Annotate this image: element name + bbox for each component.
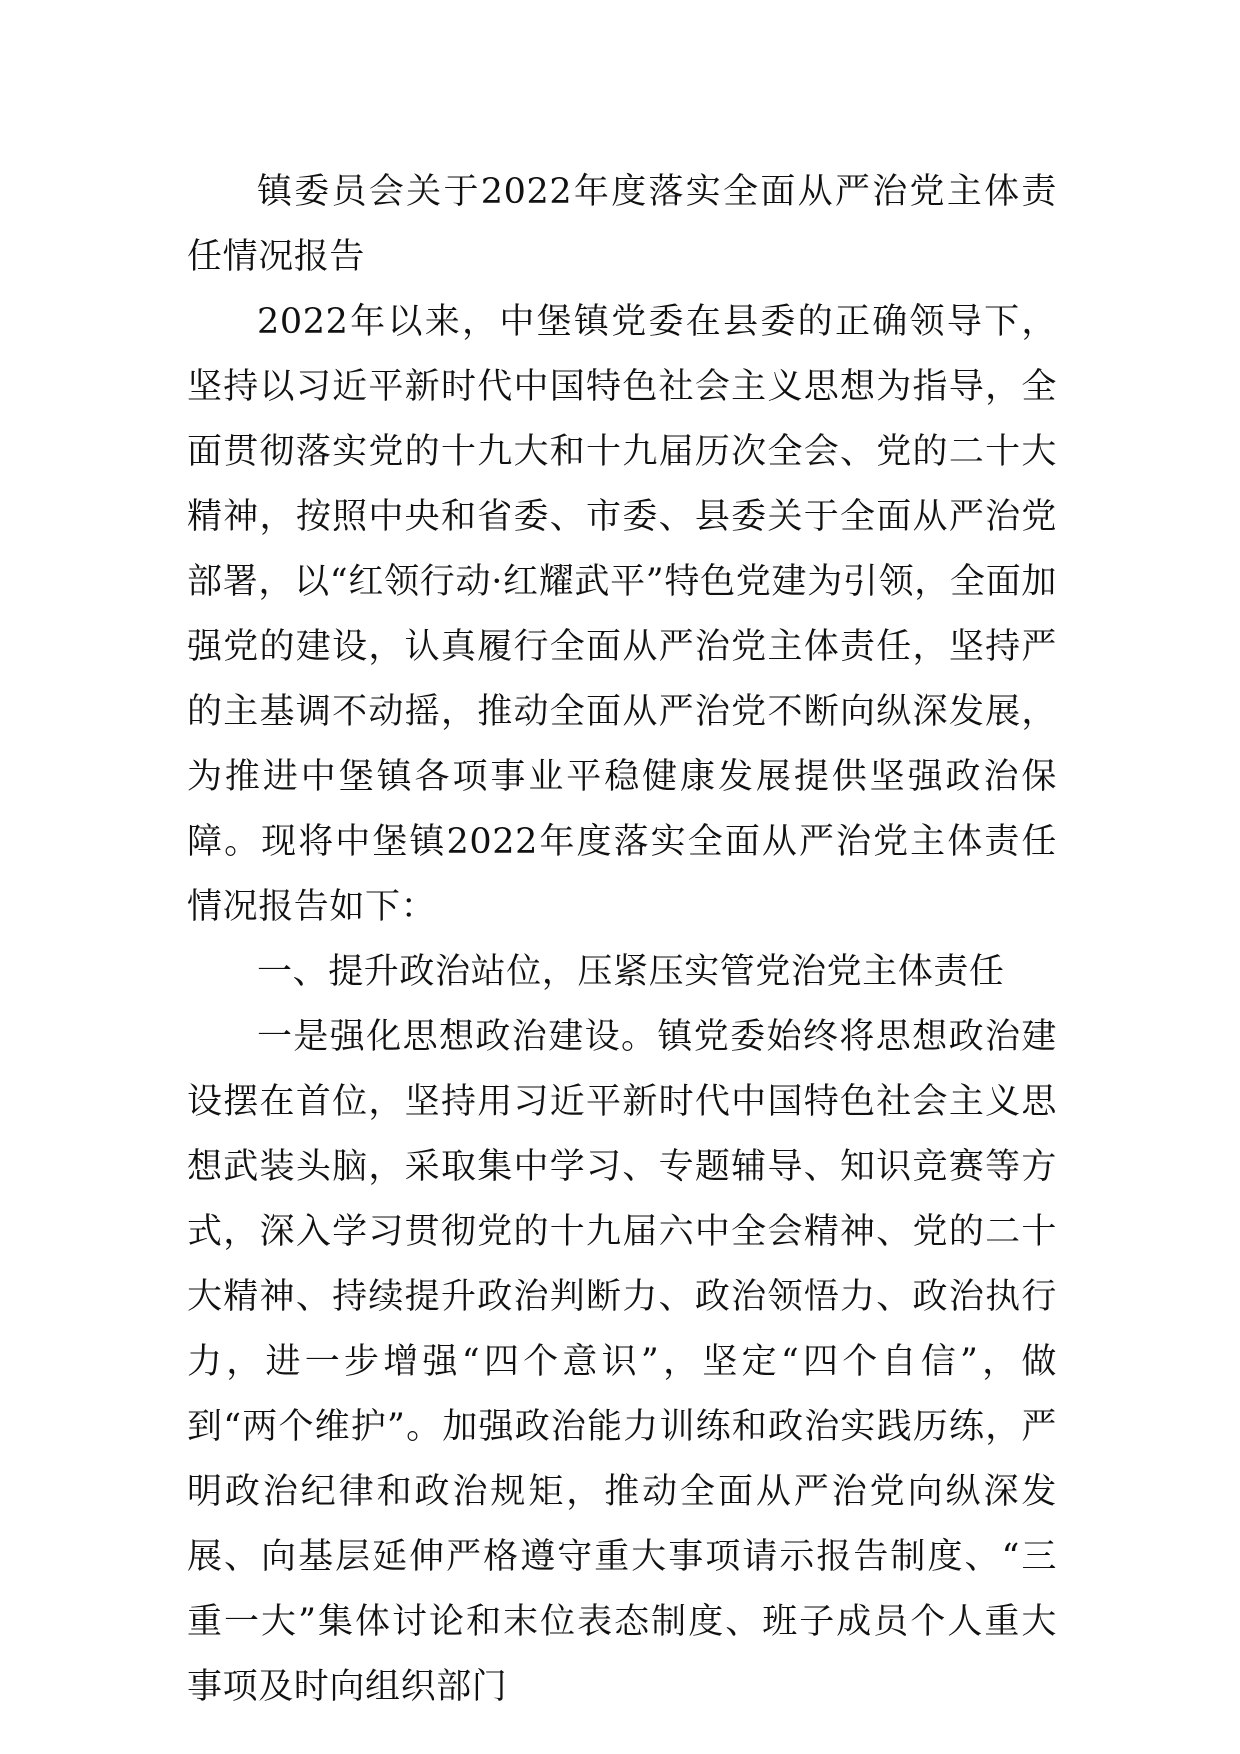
intro-paragraph: 2022年以来，中堡镇党委在县委的正确领导下，坚持以习近平新时代中国特色社会主义思想为指导，全面贯彻落实党的十九大和十九届历次全会、党的二十大精神，按照中央和省委、市委、县委关于全面从严治党部署，以“红领行动·红耀武平”特色党建为引领，全面加强党的建设，认真履行全面从严治党主体责任，坚持严的主基调不动摇，推动全面从严治党不断向纵深发展，为推进中堡镇各项事业平稳健康发展提供坚强政治保障。现将中堡镇2022年度落实全面从严治党主体责任情况报告如下： <box>187 302 1057 927</box>
document-body <box>187 160 1057 1720</box>
document-title: 镇委员会关于2022年度落实全面从严治党主体责任情况报告 <box>187 172 1057 277</box>
section-heading: 一、提升政治站位，压紧压实管党治党主体责任 <box>257 952 1005 992</box>
body-paragraph: 一是强化思想政治建设。镇党委始终将思想政治建设摆在首位，坚持用习近平新时代中国特色社会主义思想武装头脑，采取集中学习、专题辅导、知识竞赛等方式，深入学习贯彻党的十九届六中全会精神、党的二十大精神、持续提升政治判断力、政治领悟力、政治执行力，进一步增强“四个意识”，坚定“四个自信”，做到“两个维护”。加强政治能力训练和政治实践历练，严明政治纪律和政治规矩，推动全面从严治党向纵深发展、向基层延伸严格遵守重大事项请示报告制度、“三重一大”集体讨论和末位表态制度、班子成员个人重大事项及时向组织部门 <box>187 1017 1057 1707</box>
